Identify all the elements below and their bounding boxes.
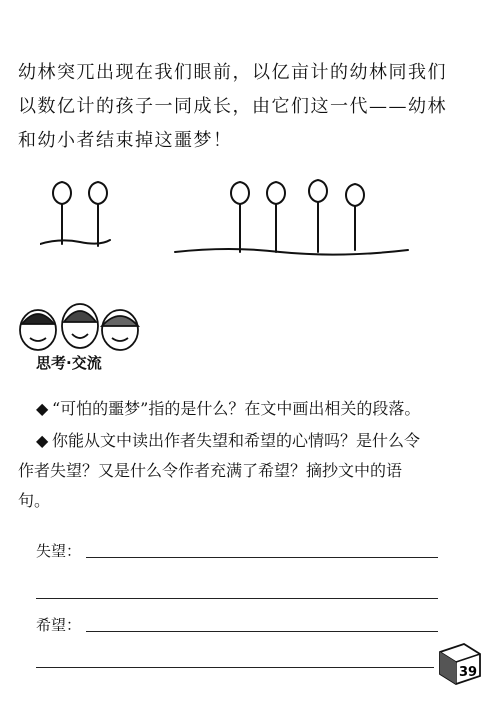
passage-excerpt bbox=[18, 56, 478, 158]
tree-icon bbox=[53, 182, 71, 244]
disappointment-field-label: 失望： bbox=[36, 542, 82, 560]
disappointment-answer-line-2[interactable] bbox=[36, 598, 438, 599]
question-1-text: “可怕的噩梦”指的是什么？在文中画出相关的段落。 bbox=[52, 399, 421, 418]
discussion-section-label: 思考·交流 bbox=[36, 354, 102, 372]
question-2 bbox=[18, 426, 456, 516]
hope-answer-line-2[interactable] bbox=[36, 667, 434, 668]
passage-line-2: 以数亿计的孩子一同成长，由它们这一代——幼林 bbox=[18, 96, 447, 117]
tree-icon bbox=[231, 182, 249, 252]
young-trees-illustration bbox=[40, 172, 420, 272]
tree-icon bbox=[309, 180, 327, 252]
children-discussion-icon bbox=[16, 300, 142, 356]
question-2-text-line-1: 你能从文中读出作者失望和希望的心情吗？是什么令 bbox=[52, 431, 421, 450]
question-2-text-line-3: 句。 bbox=[18, 491, 51, 510]
bullet-diamond-icon: ◆ bbox=[36, 399, 49, 418]
hope-field-label: 希望： bbox=[36, 616, 82, 634]
tree-icon bbox=[267, 182, 285, 252]
tree-icon bbox=[89, 182, 107, 246]
passage-line-1: 幼林突兀出现在我们眼前，以亿亩计的幼林同我们 bbox=[18, 62, 447, 83]
tree-icon bbox=[346, 184, 364, 250]
page-number: 39 bbox=[458, 665, 478, 680]
bullet-diamond-icon: ◆ bbox=[36, 431, 49, 450]
page-number-cube-icon bbox=[434, 636, 484, 686]
hope-answer-line-1[interactable] bbox=[86, 631, 438, 632]
question-2-text-line-2: 作者失望？又是什么令作者充满了希望？摘抄文中的语 bbox=[18, 461, 403, 480]
question-1 bbox=[36, 394, 456, 424]
passage-line-3: 和幼小者结束掉这噩梦！ bbox=[18, 130, 233, 151]
disappointment-answer-line-1[interactable] bbox=[86, 557, 438, 558]
